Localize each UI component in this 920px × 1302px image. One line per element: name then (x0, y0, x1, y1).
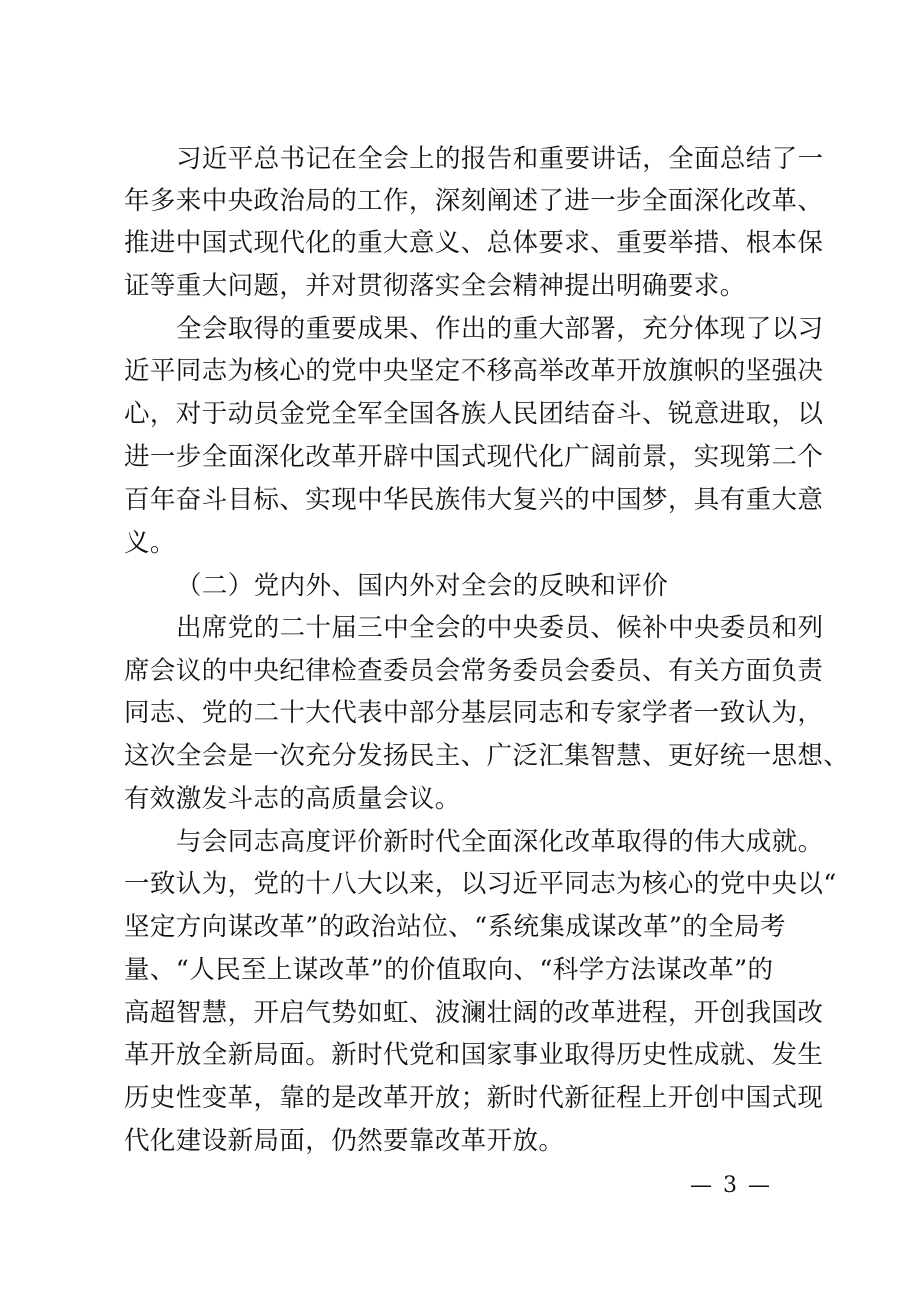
paragraph-line: 有效激发斗志的高质量会议。 (124, 784, 461, 814)
paragraph-line: 代化建设新局面，仍然要靠改革开放。 (124, 1126, 565, 1156)
paragraph-line: 坚定方向谋改革”的政治站位、“系统集成谋改革”的全局考 (124, 912, 786, 942)
paragraph-line: 百年奋斗目标、实现中华民族伟大复兴的中国梦，具有重大意 (124, 485, 824, 515)
paragraph-line: 量、“人民至上谋改革”的价值取向、“科学方法谋改革”的 (124, 955, 774, 985)
paragraph-line: 心，对于动员金党全军全国各族人民团结奋斗、锐意进取，以 (124, 399, 824, 429)
paragraph-line: 证等重大问题，并对贯彻落实全会精神提出明确要求。 (124, 271, 746, 301)
paragraph-line: 推进中国式现代化的重大意义、总体要求、重要举措、根本保 (124, 228, 824, 258)
paragraph-line: 高超智慧，开启气势如虹、波澜壮阔的改革进程，开创我国改 (124, 998, 824, 1028)
paragraph-line: 与会同志高度评价新时代全面深化改革取得的伟大成就。 (176, 827, 824, 857)
paragraph-line: 近平同志为核心的党中央坚定不移高举改革开放旗帜的坚强决 (124, 356, 824, 386)
paragraph-line: 历史性变革，靠的是改革开放；新时代新征程上开创中国式现 (124, 1083, 824, 1113)
paragraph-line: 义。 (124, 528, 176, 558)
paragraph-line: 一致认为，党的十八大以来，以习近平同志为核心的党中央以“ (124, 869, 837, 899)
paragraph-line: 这次全会是一次充分发扬民主、广泛汇集智慧、更好统一思想、 (124, 741, 850, 771)
page-number: — 3 — (690, 1173, 772, 1198)
paragraph-line: 席会议的中央纪律检查委员会常务委员会委员、有关方面负责 (124, 656, 824, 686)
paragraph-line: 出席党的二十届三中全会的中央委员、候补中央委员和列 (176, 613, 824, 643)
paragraph-line: 革开放全新局面。新时代党和国家事业取得历史性成就、发生 (124, 1040, 824, 1070)
paragraph-line: 全会取得的重要成果、作出的重大部署，充分体现了以习 (176, 314, 824, 344)
paragraph-line: 习近平总书记在全会上的报告和重要讲话，全面总结了一 (176, 144, 824, 174)
paragraph-line: 同志、党的二十大代表中部分基层同志和专家学者一致认为， (124, 698, 824, 728)
paragraph-line: 年多来中央政治局的工作，深刻阐述了进一步全面深化改革、 (124, 186, 824, 216)
section-heading: （二）党内外、国内外对全会的反映和评价 (176, 571, 669, 601)
paragraph-line: 进一步全面深化改革开辟中国式现代化广阔前景，实现第二个 (124, 442, 824, 472)
